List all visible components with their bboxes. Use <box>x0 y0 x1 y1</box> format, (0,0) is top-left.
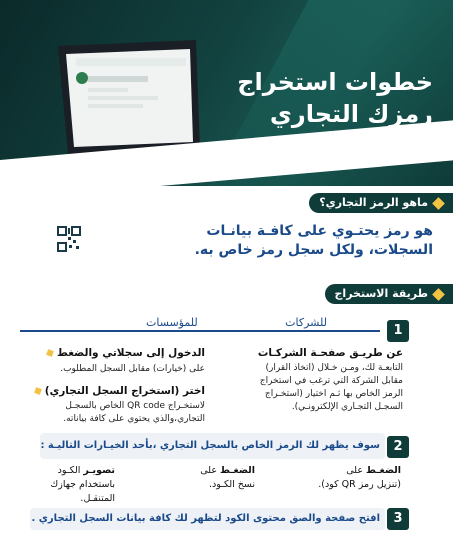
method-heading-pill: طريقة الاستخراج <box>325 284 453 304</box>
step-2-title: سوف يظهر لك الرمز الخاص بالسجل التجاري ،بأحد الخيـارات التاليـة : <box>40 440 380 451</box>
inst-item-1-title: الدخول إلى سجلاتي والضغط <box>30 346 205 360</box>
diamond-icon <box>432 197 445 210</box>
what-text: هو رمز يحتـوي على كافـة بيانـات السجلات، ولكل سجل رمز خاص به. <box>194 223 433 258</box>
inst-item-2-body: لاستخـراج QR code الخاص بالسجـل التجاري،والذي يحتوي على كافة بياناته. <box>63 401 205 424</box>
diamond-icon <box>432 288 445 301</box>
inst-item-2-title: اختر (استخراج السجل التجاري) <box>30 384 205 398</box>
qr-code-icon <box>57 226 81 252</box>
step-2-option-2: الضغـط على نسخ الكـود. <box>200 465 255 490</box>
step-3-number: 3 <box>387 508 409 530</box>
what-heading-pill: ماهو الرمز التجاري؟ <box>309 193 453 213</box>
companies-title: عن طريـق صفحـة الشركـات <box>257 347 403 359</box>
step-2-option-3: تصويـر الكـود باستخدام جهازك المتنقـل. <box>50 465 115 504</box>
step-2-option-1: الضغـط على (تنزيل رمز QR كود). <box>318 465 401 490</box>
bullet-icon <box>34 387 42 395</box>
step-3-title: افتح صفحة والصق محتوى الكود لتظهر لك كافة بيانات السجل التجاري . <box>31 513 380 524</box>
step-2-number: 2 <box>387 436 409 458</box>
page-title: خطوات استخراج رمزك التجاري <box>237 68 433 128</box>
bullet-icon <box>46 349 54 357</box>
inst-item-1-body: على (خيارات) مقابل السجل المطلوب. <box>60 364 205 374</box>
companies-body: التابعـة لك، ومـن خـلال (اتخاذ القرار) مقابل الشركة التي ترغب في استخراج الرمز الخاص بها ثـم اختيار (استخـراج السجـل التجـاري الإلكترونـي). <box>259 363 403 412</box>
step-1-number: 1 <box>387 320 409 342</box>
companies-label: للشركات <box>279 316 333 329</box>
institutions-label: للمؤسسات <box>140 316 204 329</box>
step-1-line <box>20 330 380 332</box>
